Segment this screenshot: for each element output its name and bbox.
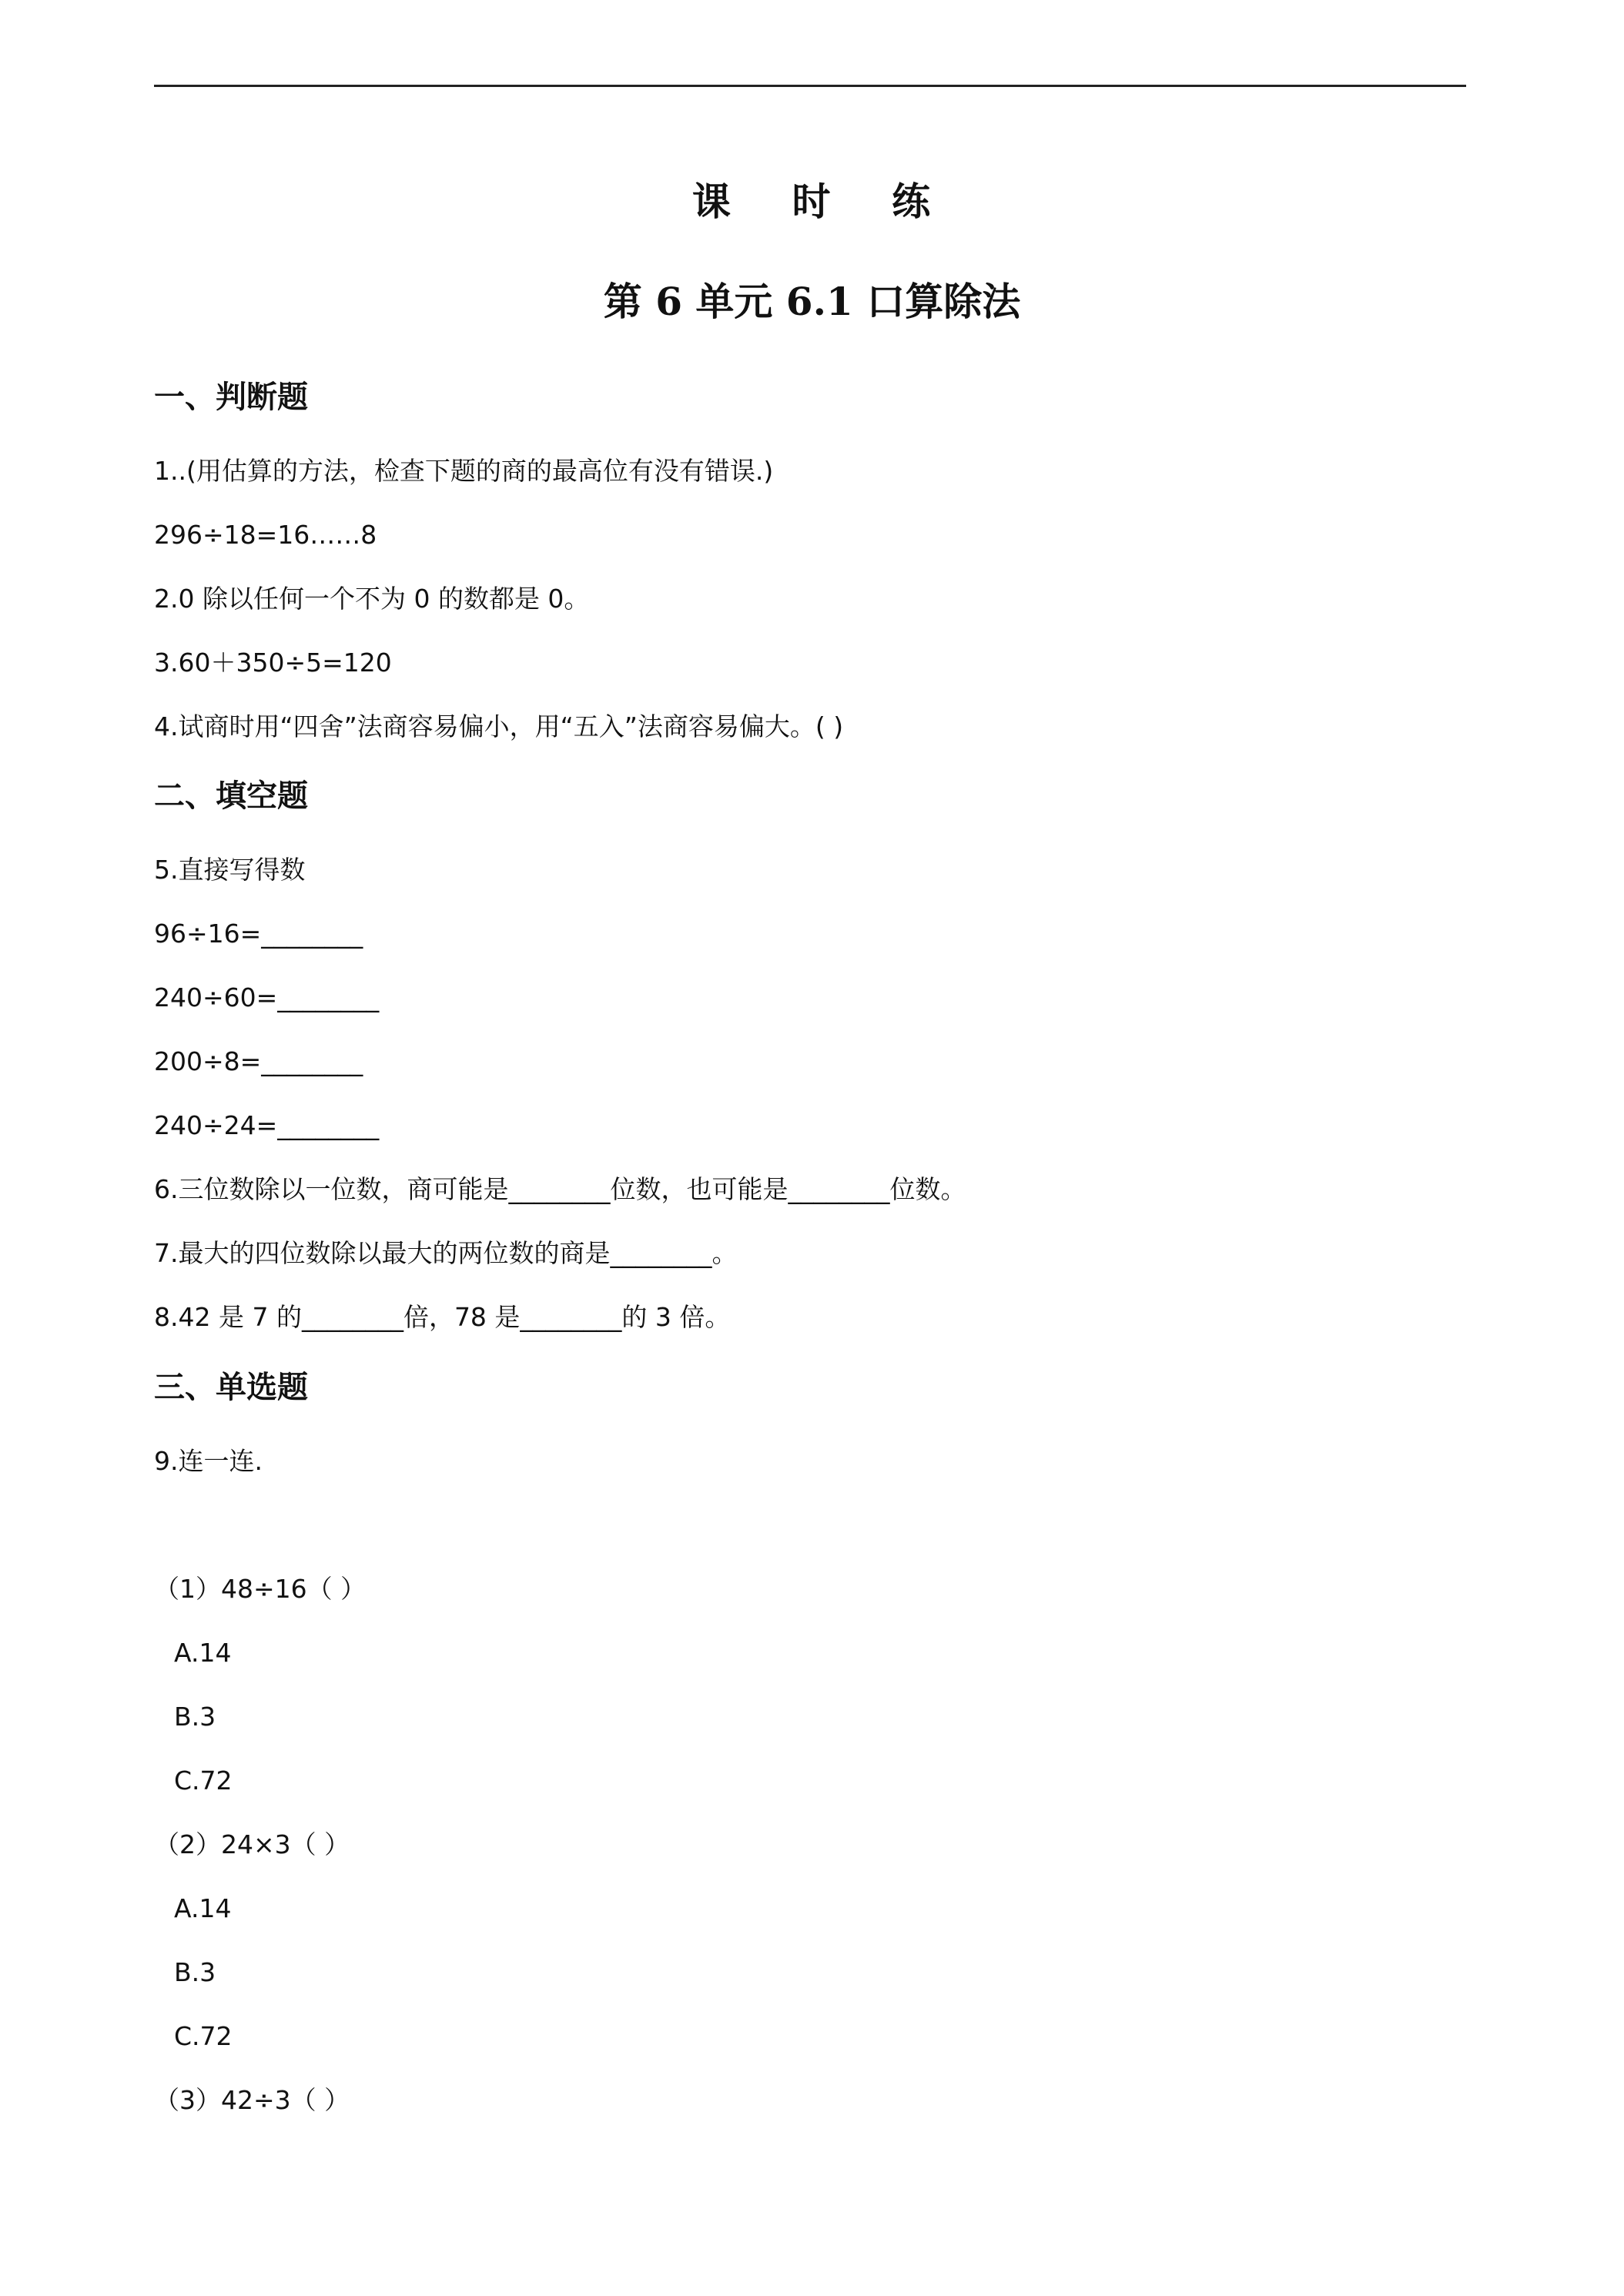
choice-part-2-option-a: A.14 — [174, 1893, 232, 1923]
question-7: 7.最大的四位数除以最大的两位数的商是________。 — [154, 1238, 738, 1268]
header-rule — [154, 85, 1466, 87]
question-4: 4.试商时用“四舍”法商容易偏小，用“五入”法商容易偏大。( ) — [154, 711, 844, 741]
section-judge-heading: 一、判断题 — [154, 380, 308, 415]
question-9: 9.连一连. — [154, 1446, 263, 1476]
choice-part-1-option-a: A.14 — [174, 1638, 232, 1668]
fill-expression-2: 240÷60=________ — [154, 982, 380, 1012]
question-1: 1..(用估算的方法，检查下题的商的最高位有没有错误.) — [154, 456, 774, 486]
choice-part-3: （3）42÷3（ ） — [154, 2085, 350, 2115]
question-2: 2.0 除以任何一个不为 0 的数都是 0。 — [154, 584, 590, 614]
choice-part-2-option-b: B.3 — [174, 1957, 216, 1987]
question-5: 5.直接写得数 — [154, 855, 306, 885]
page-title: 课 时 练 — [691, 179, 933, 224]
fill-expression-3: 200÷8=________ — [154, 1046, 363, 1076]
choice-part-1-option-b: B.3 — [174, 1702, 216, 1732]
choice-part-1: （1）48÷16（ ） — [154, 1574, 367, 1604]
question-1-expression: 296÷18=16……8 — [154, 520, 377, 550]
section-choice-heading: 三、单选题 — [154, 1370, 308, 1405]
section-fill-heading: 二、填空题 — [154, 778, 308, 814]
choice-part-2: （2）24×3（ ） — [154, 1829, 350, 1859]
question-8: 8.42 是 7 的________倍，78 是________的 3 倍。 — [154, 1302, 731, 1332]
page-subtitle: 第 6 单元 6.1 口算除法 — [603, 279, 1021, 324]
fill-expression-4: 240÷24=________ — [154, 1110, 380, 1140]
choice-part-2-option-c: C.72 — [174, 2021, 233, 2051]
question-6: 6.三位数除以一位数，商可能是________位数，也可能是________位数。 — [154, 1174, 966, 1204]
fill-expression-1: 96÷16=________ — [154, 919, 363, 949]
question-3: 3.60＋350÷5=120 — [154, 648, 392, 678]
choice-part-1-option-c: C.72 — [174, 1766, 233, 1796]
